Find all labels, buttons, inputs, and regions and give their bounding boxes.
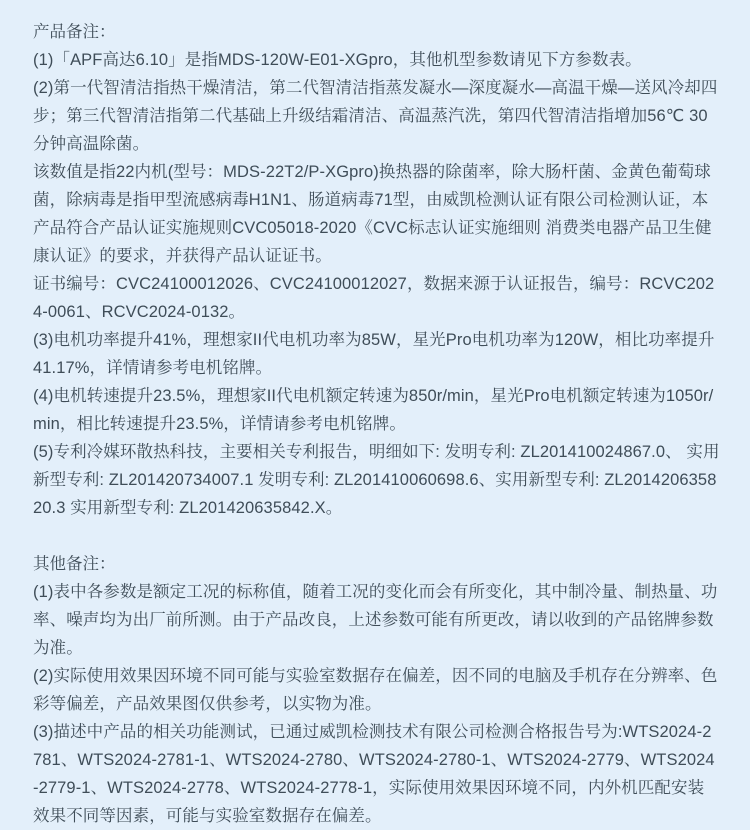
section-divider-gap bbox=[33, 522, 720, 550]
product-note-item-4: (3)电机功率提升41%，理想家II代电机功率为85W，星光Pro电机功率为120W，相比功率提升41.17%，详情请参考电机铭牌。 bbox=[33, 331, 715, 377]
product-notes-section bbox=[33, 18, 720, 522]
product-note-item-3: 该数值是指22内机(型号：MDS-22T2/P-XGpro)换热器的除菌率，除大肠杆菌、金黄色葡萄球菌，除病毒是指甲型流感病毒H1N1、肠道病毒71型，由威凯检测认证有限公司检测认证，本产品符合产品认证实施规则CVC05018-2020《CVC标志认证实施细则 消费类电器产品卫生健康认证》的要求，并获得产品认证证书。 bbox=[33, 163, 712, 265]
product-note-certificate-numbers: 证书编号：CVC24100012026、CVC24100012027，数据来源于认证报告，编号：RCVC2024-0061、RCVC2024-0132。 bbox=[33, 275, 715, 321]
product-note-item-2: (2)第一代智清洁指热干燥清洁，第二代智清洁指蒸发凝水—深度凝水—高温干燥—送风冷却四步；第三代智清洁指第二代基础上升级结霜清洁、高温蒸汽洗，第四代智清洁指增加56℃ 30分钟高温除菌。 bbox=[33, 79, 718, 153]
product-note-item-1: (1)「APF高达6.10」是指MDS-120W-E01-XGpro，其他机型参数请见下方参数表。 bbox=[33, 51, 642, 69]
other-note-item-1: (1)表中各参数是额定工况的标称值，随着工况的变化而会有所变化，其中制冷量、制热量、功率、噪声均为出厂前所测。由于产品改良，上述参数可能有所更改，请以收到的产品铭牌参数为准。 bbox=[33, 583, 718, 657]
product-note-item-5: (4)电机转速提升23.5%，理想家II代电机额定转速为850r/min，星光Pro电机额定转速为1050r/min，相比转速提升23.5%，详情请参考电机铭牌。 bbox=[33, 387, 714, 433]
product-notes-heading: 产品备注： bbox=[33, 23, 116, 41]
other-notes-heading: 其他备注： bbox=[33, 555, 116, 573]
product-note-item-6: (5)专利冷媒环散热科技，主要相关专利报告，明细如下: 发明专利: ZL201410024867.0、 实用新型专利: ZL201420734007.1 发明专利: ZL201410060698.6、实用新型专利: ZL201420635820.3 实用新型专利: ZL201420635842.X。 bbox=[33, 443, 720, 517]
other-notes-section bbox=[33, 550, 720, 830]
other-note-item-2: (2)实际使用效果因环境不同可能与实验室数据存在偏差，因不同的电脑及手机存在分辨率、色彩等偏差，产品效果图仅供参考，以实物为准。 bbox=[33, 667, 718, 713]
other-note-item-3: (3)描述中产品的相关功能测试，已通过威凯检测技术有限公司检测合格报告号为:WTS2024-2781、WTS2024-2781-1、WTS2024-2780、WTS2024-2780-1、WTS2024-2779、WTS2024-2779-1、WTS2024-2778、WTS2024-2778-1，实际使用效果因环境不同，内外机匹配安装效果不同等因素，可能与实验室数据存在偏差。 bbox=[33, 723, 715, 825]
